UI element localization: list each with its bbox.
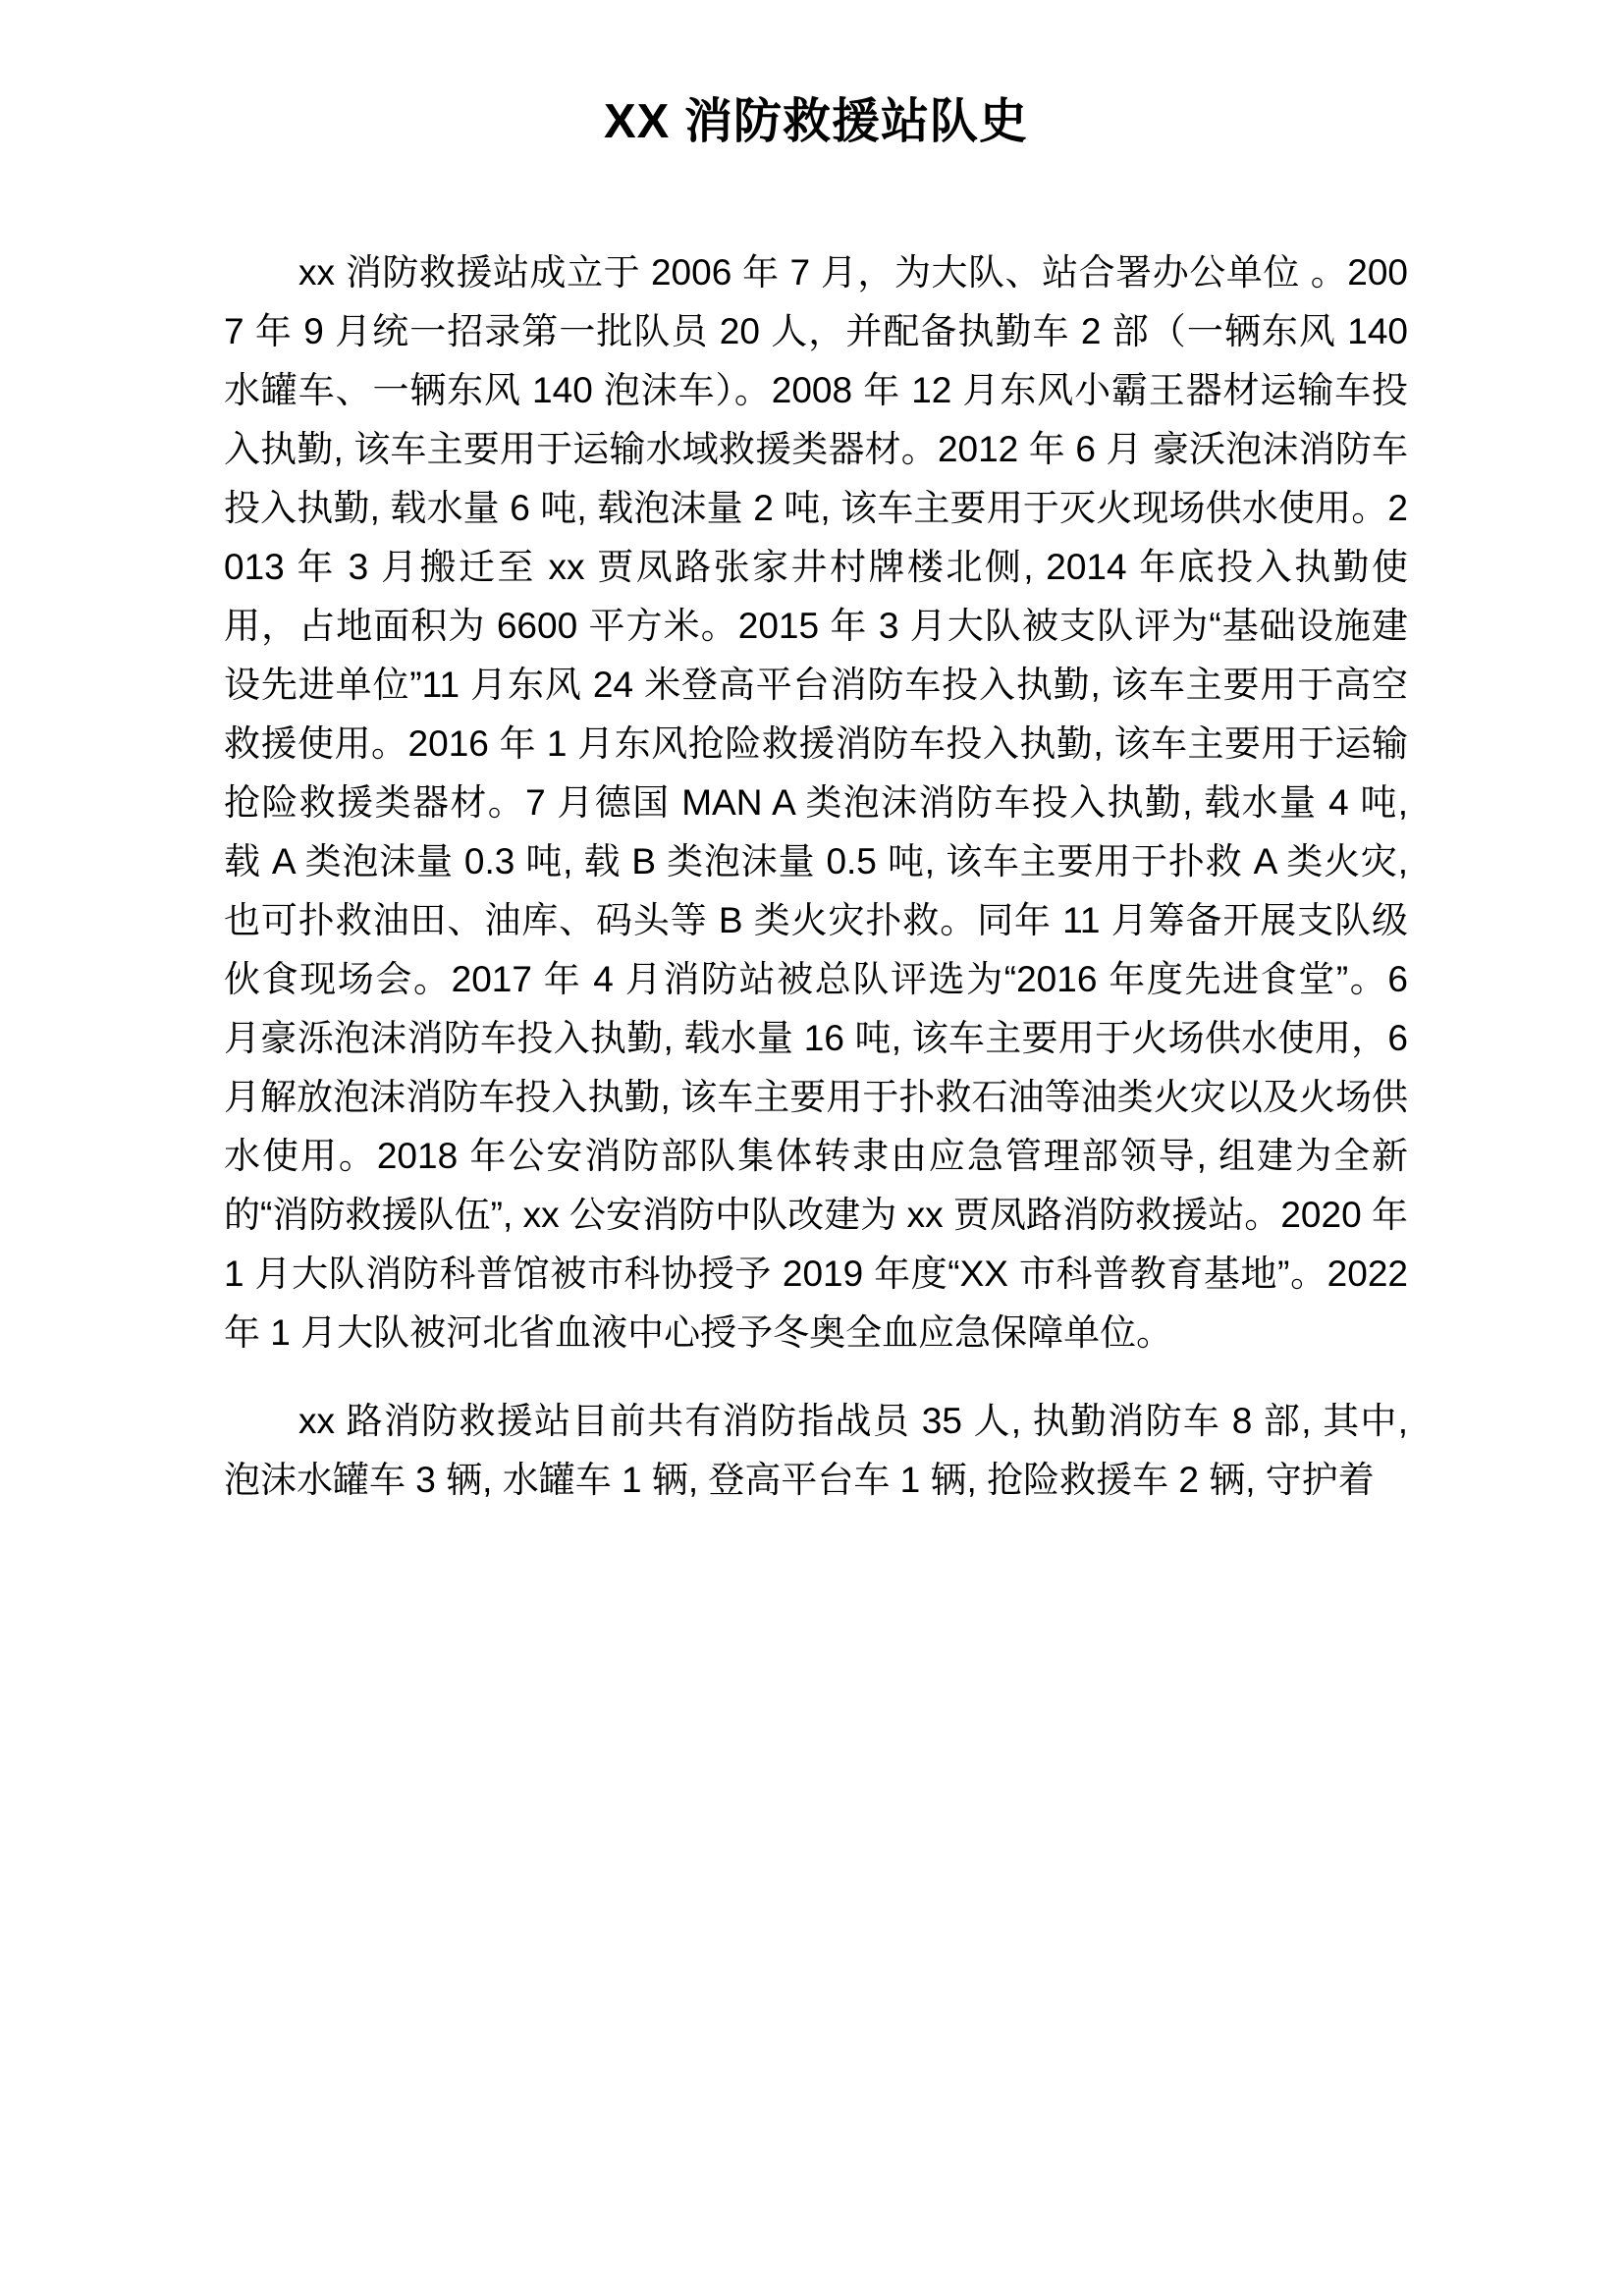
body-paragraph-1: xx 消防救援站成立于 2006 年 7 月，为大队、站合署办公单位 。2007 年 9 月统一招录第一批队员 20 人，并配备执勤车 2 部（一辆东风 140 水罐车、一辆东风 140 泡沫车）。2008 年 12 月东风小霸王器材运输车投入执勤, 该车主要用于运输水域救援类器材。2012 年 6 月 豪沃泡沫消防车投入执勤, 载水量 6 吨, 载泡沫量 2 吨, 该车主要用于灭火现场供水使用。2013 年 3 月搬迁至 xx 贾凤路张家井村牌楼北侧, 2014 年底投入执勤使用，占地面积为 6600 平方米。2015 年 3 月大队被支队评为“基础设施建设先进单位”11 月东风 24 米登高平台消防车投入执勤, 该车主要用于高空救援使用。2016 年 1 月东风抢险救援消防车投入执勤, 该车主要用于运输抢险救援类器材。7 月德国 MAN A 类泡沫消防车投入执勤, 载水量 4 吨, 载 A 类泡沫量 0.3 吨, 载 B 类泡沫量 0.5 吨, 该车主要用于扑救 A 类火灾, 也可扑救油田、油库、码头等 B 类火灾扑救。同年 11 月筹备开展支队级伙食现场会。2017 年 4 月消防站被总队评选为“2016 年度先进食堂”。6 月豪泺泡沫消防车投入执勤, 载水量 16 吨, 该车主要用于火场供水使用，6 月解放泡沫消防车投入执勤, 该车主要用于扑救石油等油类火灾以及火场供水使用。2018 年公安消防部队集体转隶由应急管理部领导, 组建为全新的“消防救援队伍”, xx 公安消防中队改建为 xx 贾凤路消防救援站。2020 年 1 月大队消防科普馆被市科协授予 2019 年度“XX 市科普教育基地”。2022 年 1 月大队被河北省血液中心授予冬奥全血应急保障单位。 [224, 252, 1408, 1354]
document-body [224, 0, 1408, 1510]
page-title: XX 消防救援站队史 [604, 95, 1028, 148]
body-paragraph-2: xx 路消防救援站目前共有消防指战员 35 人, 执勤消防车 8 部, 其中, 泡沫水罐车 3 辆, 水罐车 1 辆, 登高平台车 1 辆, 抢险救援车 2 辆, 守护着 [224, 1401, 1408, 1501]
